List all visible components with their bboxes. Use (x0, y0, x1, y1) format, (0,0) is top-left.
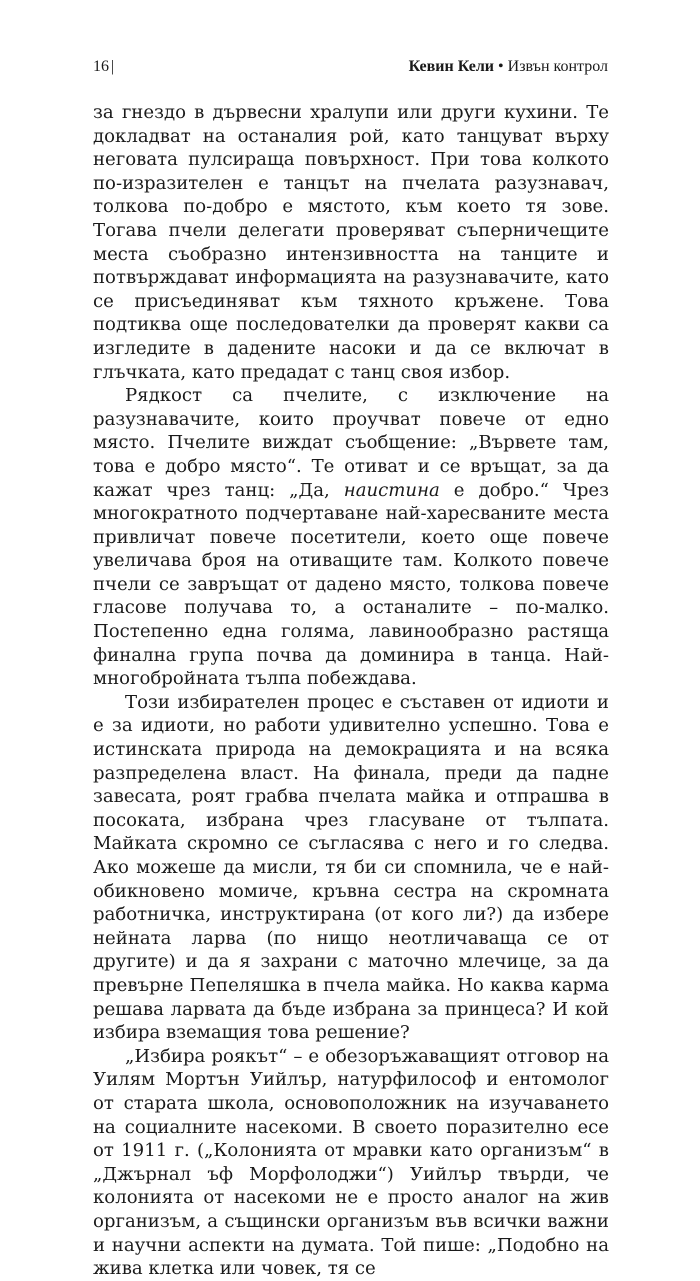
book-title: Извън контрол (507, 58, 608, 75)
paragraph-4: „Избира роякът“ – е обезоръжаващият отговор на Уилям Мортън Уийлър, натурфилософ и ентомолог от старата школа, основоположник на изучаването на социалните насекоми. В своето поразително есе от 1911 г. („Колонията от мравки като организъм“ в „Джърнал ъф Морфолоджи“) Уийлър твърди, че колонията от насекоми не е просто аналог на жив организъм, а същински организъм във всички важни и научни аспекти на думата. Той пише: „Подобно на жива клетка или човек, тя се (93, 1045, 609, 1280)
body-text (93, 101, 609, 1281)
page-number: 16 | (93, 58, 115, 75)
emphasis: наистина (343, 479, 440, 501)
running-head (409, 58, 608, 76)
author-name: Кевин Кели (408, 58, 495, 75)
paragraph-1: за гнездо в дървесни хралупи или други кухини. Те докладват на останалия рой, като танцуват върху неговата пулсираща повърхност. При това колкото по-изразителен е танцът на пчелата разузнавач, толкова по-добро е мястото, към което тя зове. Тогава пчели делегати проверяват съперничещите места съобразно интензивността на танците и потвърждават информацията на разузнавачите, като се присъединяват към тяхното кръжене. Това подтиква още последователки да проверят какви са изгледите в дадените насоки и да се включат в глъчката, като предадат с танц своя избор. (93, 102, 609, 383)
paragraph-2: Рядкост са пчелите, с изключение на разузнавачите, които проучват повече от едно място. Пчелите виждат съобщение: „Вървете там, това е добро място“. Те отиват и се връщат, за да кажат чрез танц: „Да, наистина е добро.“ Чрез многократното подчертаване най-харесваните места привличат повече посетители, което още повече увеличава броя на отиващите там. Колкото повече пчели се завръщат от дадено място, толкова повече гласове получава то, а останалите – по-малко. Постепенно една голяма, лавинообразно растяща финална група почва да доминира в танца. Най-многобройната тълпа побеждава. (93, 385, 609, 690)
header-separator: | (111, 58, 115, 75)
header-bullet: • (498, 58, 504, 75)
running-header (93, 58, 608, 86)
paragraph-3: Този избирателен процес е съставен от идиоти и е за идиоти, но работи удивително успешно. Това е истинската природа на демокрацията и на всяка разпределена власт. На финала, преди да падне завесата, роят грабва пчелата майка и отпрашва в посоката, избрана чрез гласуване от тълпата. Майката скромно се съгласява с него и го следва. Ако можеше да мисли, тя би си спомнила, че е най-обикновено момиче, кръвна сестра на скромната работничка, инструктирана (от кого ли?) да избере нейната ларва (по нищо неотличаваща се от другите) и да я захрани с маточно млечице, за да превърне Пепеляшка в пчела майка. Но каква карма решава ларвата да бъде избрана за принцеса? И кой избира вземащия това решение? (93, 691, 609, 1044)
